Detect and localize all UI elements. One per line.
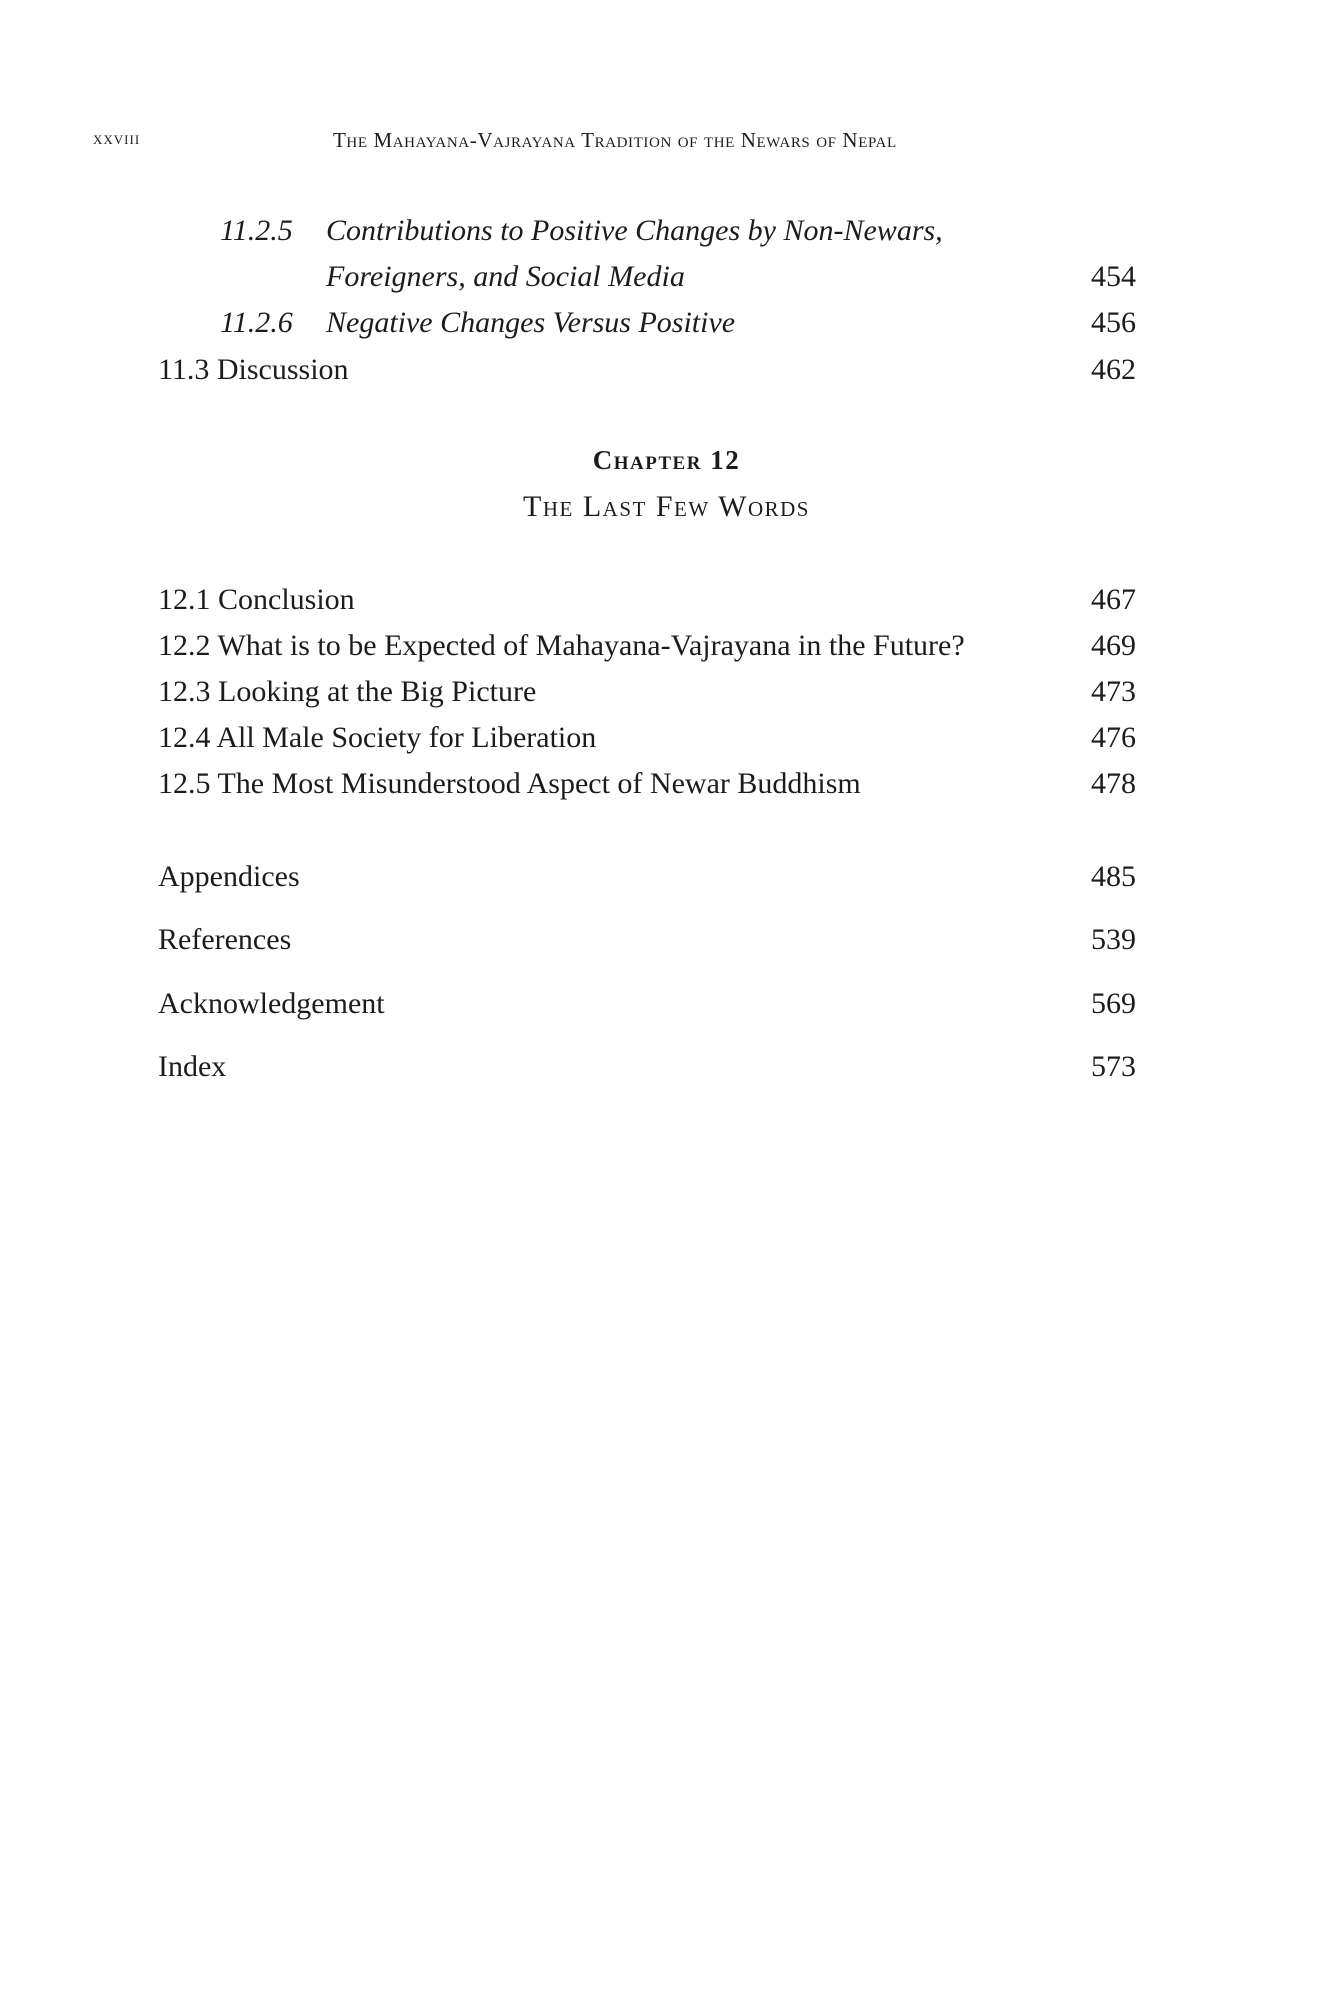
- chapter-number: Chapter 12: [592, 445, 741, 475]
- toc-entry-title: 12.2 What is to be Expected of Mahayana-Vajrayana in the Future?: [158, 629, 965, 662]
- toc-entry-title-cont: Foreigners, and Social Media: [326, 260, 685, 293]
- toc-entry-12-4: [0, 720, 1333, 756]
- toc-entry-title: 12.4 All Male Society for Liberation: [158, 721, 597, 754]
- toc-entry-12-2: [0, 628, 1333, 664]
- toc-entry-11-2-5: [0, 213, 1333, 249]
- running-head: [93, 128, 1143, 158]
- toc-entry-number: 11.2.5: [220, 214, 293, 247]
- toc-entry-12-3: [0, 674, 1333, 710]
- toc-entry-number: 11.2.6: [220, 306, 293, 339]
- toc-entry-title: Acknowledgement: [158, 987, 385, 1020]
- toc-entry-title: Appendices: [158, 860, 300, 893]
- toc-page-number: 478: [1091, 767, 1136, 800]
- toc-entry-title: Index: [158, 1050, 227, 1083]
- toc-entry-11-2-5-cont: [0, 259, 1333, 295]
- toc-page-number: 462: [1091, 353, 1136, 386]
- toc-page-number: 476: [1091, 721, 1136, 754]
- toc-entry-11-2-6: [0, 305, 1333, 341]
- toc-entry-appendices: [0, 859, 1333, 895]
- toc-entry-index: [0, 1049, 1333, 1085]
- toc-page-number: 454: [1091, 260, 1136, 293]
- toc-entry-references: [0, 922, 1333, 958]
- toc-page-number: 569: [1091, 987, 1136, 1020]
- toc-entry-12-5: [0, 766, 1333, 802]
- chapter-title: The Last Few Words: [523, 490, 810, 523]
- toc-entry-title: Contributions to Positive Changes by Non-Newars,: [326, 214, 943, 247]
- toc-entry-title: 12.3 Looking at the Big Picture: [158, 675, 537, 708]
- toc-page-number: 467: [1091, 583, 1136, 616]
- toc-entry-12-1: [0, 582, 1333, 618]
- toc-page-number: 469: [1091, 629, 1136, 662]
- toc-entry-acknowledgement: [0, 986, 1333, 1022]
- toc-page-number: 485: [1091, 860, 1136, 893]
- toc-entry-title: Negative Changes Versus Positive: [326, 306, 736, 339]
- toc-page-number: 539: [1091, 923, 1136, 956]
- toc-entry-title: 12.1 Conclusion: [158, 583, 355, 616]
- toc-page-number: 456: [1091, 306, 1136, 339]
- toc-entry-11-3: [0, 352, 1333, 388]
- toc-page-number: 473: [1091, 675, 1136, 708]
- page-folio: xxviii: [93, 128, 141, 149]
- toc-page-number: 573: [1091, 1050, 1136, 1083]
- toc-entry-title: References: [158, 923, 292, 956]
- book-title: The Mahayana-Vajrayana Tradition of the Newars of Nepal: [333, 128, 897, 152]
- toc-entry-title: 12.5 The Most Misunderstood Aspect of Newar Buddhism: [158, 767, 861, 800]
- toc-entry-title: 11.3 Discussion: [158, 353, 349, 386]
